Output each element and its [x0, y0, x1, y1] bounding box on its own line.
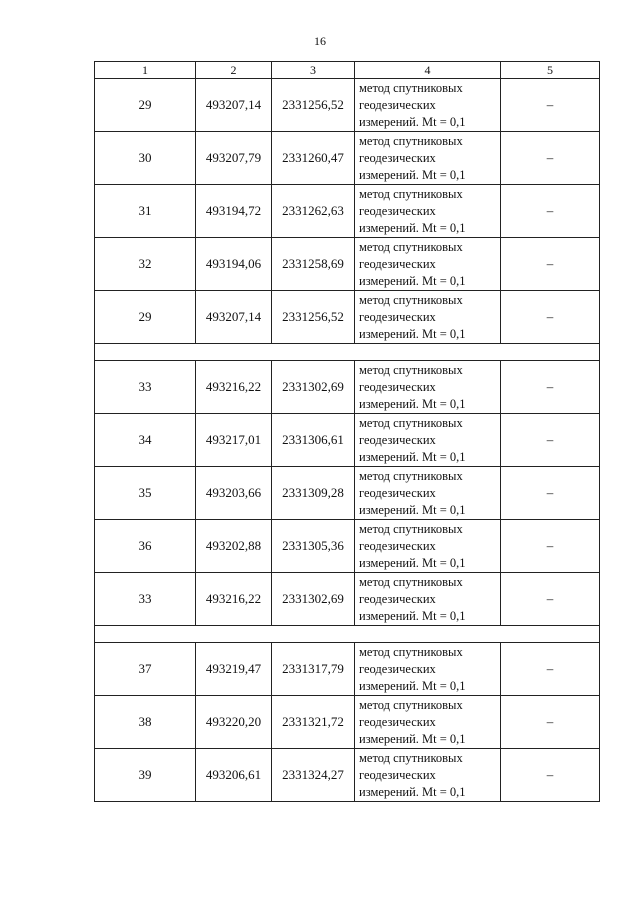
x-coordinate-cell: 493216,22 [196, 361, 272, 414]
point-number-cell: 36 [95, 520, 196, 573]
method-text: геодезических [359, 203, 436, 218]
y-coordinate-cell: 2331256,52 [272, 79, 355, 132]
method-text: измерений. Mt = 0,1 [359, 326, 466, 341]
table-row [95, 696, 600, 749]
method-text: метод спутниковых [359, 644, 463, 659]
table-row [95, 573, 600, 626]
method-text: измерений. Mt = 0,1 [359, 167, 466, 182]
x-coordinate-cell: 493202,88 [196, 520, 272, 573]
method-text: метод спутниковых [359, 133, 463, 148]
method-text: геодезических [359, 97, 436, 112]
table-body [95, 79, 600, 802]
note-cell: – [501, 520, 600, 573]
x-coordinate-cell: 493206,61 [196, 749, 272, 802]
method-text: геодезических [359, 309, 436, 324]
point-number-cell: 30 [95, 132, 196, 185]
method-text: геодезических [359, 485, 436, 500]
method-cell [355, 291, 501, 344]
method-text: геодезических [359, 661, 436, 676]
separator-cell [95, 626, 600, 643]
method-cell [355, 361, 501, 414]
point-number-cell: 29 [95, 79, 196, 132]
note-cell: – [501, 361, 600, 414]
method-text: измерений. Mt = 0,1 [359, 555, 466, 570]
y-coordinate-cell: 2331258,69 [272, 238, 355, 291]
method-cell [355, 185, 501, 238]
x-coordinate-cell: 493203,66 [196, 467, 272, 520]
x-coordinate-cell: 493217,01 [196, 414, 272, 467]
method-text: метод спутниковых [359, 697, 463, 712]
y-coordinate-cell: 2331302,69 [272, 361, 355, 414]
method-text: измерений. Mt = 0,1 [359, 449, 466, 464]
method-text: метод спутниковых [359, 186, 463, 201]
note-cell: – [501, 749, 600, 802]
method-text: метод спутниковых [359, 239, 463, 254]
method-cell [355, 696, 501, 749]
x-coordinate-cell: 493194,72 [196, 185, 272, 238]
table-row [95, 79, 600, 132]
header-row [95, 62, 600, 79]
method-text: метод спутниковых [359, 521, 463, 536]
y-coordinate-cell: 2331302,69 [272, 573, 355, 626]
method-text: измерений. Mt = 0,1 [359, 114, 466, 129]
table-row [95, 520, 600, 573]
x-coordinate-cell: 493207,14 [196, 291, 272, 344]
point-number-cell: 34 [95, 414, 196, 467]
x-coordinate-cell: 493207,79 [196, 132, 272, 185]
method-text: метод спутниковых [359, 415, 463, 430]
method-text: измерений. Mt = 0,1 [359, 608, 466, 623]
x-coordinate-cell: 493194,06 [196, 238, 272, 291]
note-cell: – [501, 291, 600, 344]
point-number-cell: 33 [95, 573, 196, 626]
point-number-cell: 39 [95, 749, 196, 802]
method-text: измерений. Mt = 0,1 [359, 220, 466, 235]
y-coordinate-cell: 2331321,72 [272, 696, 355, 749]
table-separator-row [95, 344, 600, 361]
method-text: измерений. Mt = 0,1 [359, 273, 466, 288]
point-number-cell: 37 [95, 643, 196, 696]
table-row [95, 291, 600, 344]
point-number-cell: 38 [95, 696, 196, 749]
y-coordinate-cell: 2331309,28 [272, 467, 355, 520]
method-text: метод спутниковых [359, 80, 463, 95]
point-number-cell: 31 [95, 185, 196, 238]
x-coordinate-cell: 493220,20 [196, 696, 272, 749]
method-cell [355, 238, 501, 291]
method-cell [355, 520, 501, 573]
method-cell [355, 749, 501, 802]
column-header: 3 [272, 62, 355, 79]
note-cell: – [501, 573, 600, 626]
y-coordinate-cell: 2331317,79 [272, 643, 355, 696]
x-coordinate-cell: 493216,22 [196, 573, 272, 626]
method-text: геодезических [359, 591, 436, 606]
point-number-cell: 29 [95, 291, 196, 344]
table-row [95, 749, 600, 802]
note-cell: – [501, 643, 600, 696]
method-text: геодезических [359, 256, 436, 271]
x-coordinate-cell: 493207,14 [196, 79, 272, 132]
column-header: 4 [355, 62, 501, 79]
note-cell: – [501, 238, 600, 291]
y-coordinate-cell: 2331256,52 [272, 291, 355, 344]
separator-cell [95, 344, 600, 361]
method-text: измерений. Mt = 0,1 [359, 502, 466, 517]
method-text: измерений. Mt = 0,1 [359, 784, 466, 799]
method-text: метод спутниковых [359, 362, 463, 377]
table-row [95, 238, 600, 291]
table-row [95, 414, 600, 467]
method-text: геодезических [359, 379, 436, 394]
method-text: метод спутниковых [359, 292, 463, 307]
method-cell [355, 573, 501, 626]
method-text: метод спутниковых [359, 468, 463, 483]
method-cell [355, 467, 501, 520]
column-header: 1 [95, 62, 196, 79]
page-number: 16 [314, 34, 326, 48]
method-text: геодезических [359, 538, 436, 553]
method-text: геодезических [359, 432, 436, 447]
note-cell: – [501, 185, 600, 238]
y-coordinate-cell: 2331306,61 [272, 414, 355, 467]
column-header: 2 [196, 62, 272, 79]
note-cell: – [501, 132, 600, 185]
method-cell [355, 414, 501, 467]
table-separator-row [95, 626, 600, 643]
table-row [95, 643, 600, 696]
note-cell: – [501, 414, 600, 467]
method-text: геодезических [359, 150, 436, 165]
y-coordinate-cell: 2331324,27 [272, 749, 355, 802]
table-row [95, 132, 600, 185]
method-cell [355, 643, 501, 696]
method-text: геодезических [359, 714, 436, 729]
table-row [95, 361, 600, 414]
method-text: геодезических [359, 767, 436, 782]
x-coordinate-cell: 493219,47 [196, 643, 272, 696]
y-coordinate-cell: 2331262,63 [272, 185, 355, 238]
method-text: измерений. Mt = 0,1 [359, 731, 466, 746]
method-cell [355, 132, 501, 185]
point-number-cell: 33 [95, 361, 196, 414]
y-coordinate-cell: 2331305,36 [272, 520, 355, 573]
column-header: 5 [501, 62, 600, 79]
note-cell: – [501, 79, 600, 132]
point-number-cell: 32 [95, 238, 196, 291]
method-text: метод спутниковых [359, 750, 463, 765]
method-text: измерений. Mt = 0,1 [359, 396, 466, 411]
method-cell [355, 79, 501, 132]
coordinates-table [94, 61, 600, 802]
note-cell: – [501, 467, 600, 520]
note-cell: – [501, 696, 600, 749]
method-text: измерений. Mt = 0,1 [359, 678, 466, 693]
y-coordinate-cell: 2331260,47 [272, 132, 355, 185]
table-row [95, 185, 600, 238]
table-row [95, 467, 600, 520]
point-number-cell: 35 [95, 467, 196, 520]
method-text: метод спутниковых [359, 574, 463, 589]
